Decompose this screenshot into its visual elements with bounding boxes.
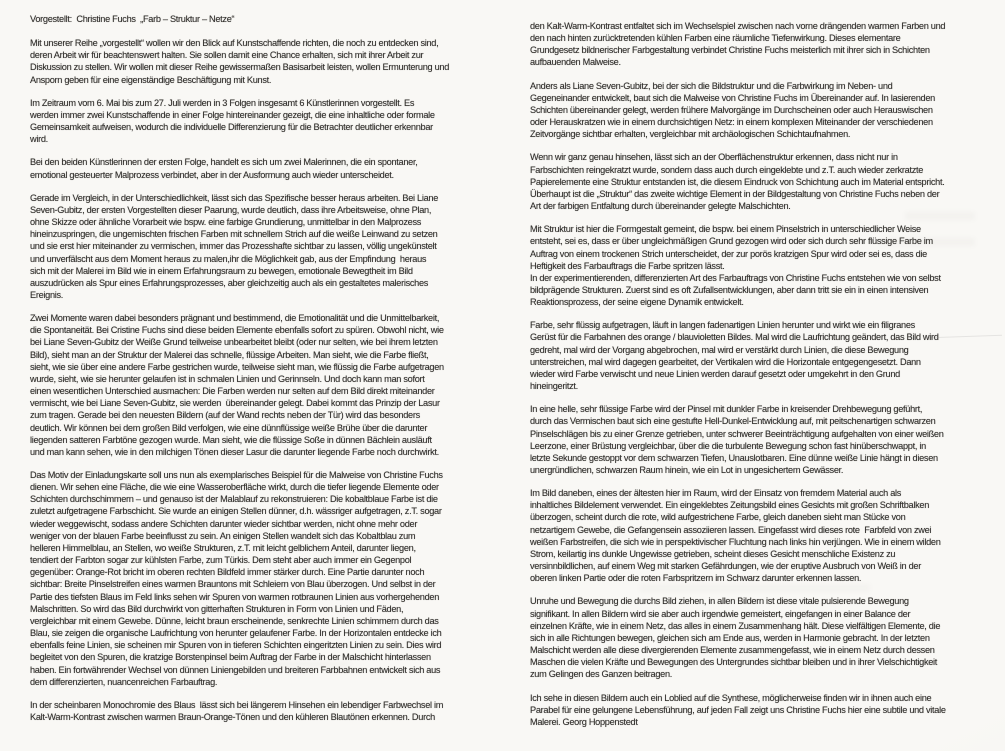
paragraph	[30, 37, 508, 86]
text-line: letzte Sekunde gestoppt vor dem schwarzen Tiefen, Unauslotbaren. Eine dünne weiße Linie hängt in diesen	[530, 452, 938, 463]
text-line: und sie erst hier miteinander zu vermischen, immer das Prozesshafte sichtbar zu lassen, völlig ungekünstelt	[30, 241, 437, 252]
text-line: durch das Vermischen baut sich eine gestufte Hell-Dunkel-Entwicklung auf, mit peitschenartigen schwarzen	[530, 416, 936, 427]
text-line: wieder weggewischt, sodass andere Schichten darunter wieder sichtbar werden, nicht ohne mehr oder	[30, 518, 418, 529]
text-line: Papierelemente eine Struktur entstanden ist, die diesem Eindruck von Schichtung auch im Material entspricht.	[530, 176, 945, 187]
text-line: Heftigkeit des Farbauftrags die Farbe spritzen lässt.	[530, 260, 725, 271]
text-line: Zwei Momente waren dabei besonders prägnant und bestimmend, die Emotionalität und die Unmittelbarkeit,	[30, 313, 440, 324]
text-line: Malschritten. So wird das Bild durchwirkt von gitterhaften Strukturen in Form von Linien und Fäden,	[30, 603, 404, 614]
text-line: Gerade im Vergleich, in der Unterschiedlichkeit, lässt sich das Spezifische besser heraus arbeiten. Bei Liane	[30, 192, 439, 203]
text-line: zum Gelingen des Ganzen beitragen.	[530, 669, 672, 680]
text-line: Überhaupt ist die „Struktur“ das zweite wichtige Element in der Bildgestaltung von Christine Fuchs neben der	[530, 188, 940, 199]
text-line: und man kann sehen, wie in den milchigen Tönen dieser Lasur die darunter liegende Farbe noch durchwirkt.	[30, 446, 439, 457]
text-line: Im Bild daneben, eines der ältesten hier im Raum, wird der Einsatz von fremdem Material auch als	[530, 488, 902, 499]
text-line: einen wesentlichen Unterschied ausmachen: Die Farben werden nur selten auf dem Bild direkt miteinander	[30, 386, 435, 397]
text-line: Ich sehe in diesen Bildern auch ein Loblied auf die Synthese, möglicherweise finden wir in ihnen auch eine	[530, 692, 932, 703]
text-line: die Spontaneität. Bei Cristine Fuchs sind diese beiden Elemente ebenfalls sofort zu spüren. Obwohl nicht, wie	[30, 325, 444, 336]
text-line: hineingeritzt.	[530, 381, 578, 392]
text-line: Seven-Gubitz, der ersten Vorgestellten dieser Paarung, wurde deutlich, dass ihre Arbeitsweise, ohne Plan,	[30, 204, 432, 215]
page-title: Vorgestellt: Christine Fuchs „Farb – Struktur – Netze“	[30, 14, 235, 24]
left-column	[30, 13, 508, 723]
text-line: Ereignis.	[30, 289, 64, 300]
paragraph	[30, 97, 508, 146]
text-line: Zeitvorgänge sichtbar erhalten, vergleichbar mit archäologischen Schichtaufnahmen.	[530, 129, 851, 140]
text-line: Malerei. Georg Hoppenstedt	[530, 716, 638, 727]
text-line: den Kalt-Warm-Kontrast entfaltet sich im Wechselspiel zwischen nach vorne drängenden warmen Farben und	[530, 21, 946, 31]
text-line: Blau, sie zeigen die organische Laufrichtung von herunter gelaufener Farbe. In der Horizontalen entdecke ich	[30, 628, 442, 639]
text-line: Auftrag von einem trockenen Strich unterscheidet, der zur porös kratzigen Spur wird oder sei es, dass die	[530, 248, 927, 259]
text-line: gegenüber: Orange-Rot bricht im oberen rechten Bildfeld immer stärker durch. Eine Partie darunter noch	[30, 567, 425, 578]
text-line: Anders als Liane Seven-Gubitz, bei der sich die Bildstruktur und die Farbwirkung im Neben- und	[530, 80, 893, 91]
text-line: sieht, wie sie über eine andere Farbe gestrichen wurde, teilweise sieht man, wie flüssig die Farbe aufgetragen	[30, 361, 444, 372]
text-line: Leerzone, einer Brüstung vergleichbar, über die die turbulente Bewegung schon fast hinüberschwappt, in	[530, 440, 926, 451]
text-line: weißen Farbstreifen, die sich wie in perspektivischer Fluchtung nach links hin verjüngen. Wie in einem wilden	[530, 536, 941, 547]
text-line: Parabel für eine gelungene Lebensführung, auf jeden Fall zeigt uns Christine Fuchs hier eine subtile und vitale	[530, 704, 946, 715]
paragraph	[530, 80, 1000, 141]
text-line: Das Motiv der Einladungskarte soll uns nun als exemplarisches Beispiel für die Malweise von Christine Fuchs	[30, 470, 443, 480]
text-line: Pinselschlägen bis zu einer Grenze getrieben, unter schwerer Beeinträchtigung aufgehalten von einer weißen	[530, 428, 944, 439]
text-line: auszudrücken als Spur eines Erfahrungsprozesses, aber gleichzeitig auch als ein gestaltetes malerisches	[30, 277, 429, 288]
text-line: helleren Himmelblau, an Stellen, wo weiße Strukturen, z.T. mit leicht gelblichem Anteil, darunter liegen,	[30, 542, 416, 553]
text-line: haben. Ein fortwährender Wechsel von dünnen Liniengebilden und breiteren Farbbahnen entwickelt sich aus	[30, 664, 441, 675]
paragraph	[30, 699, 508, 723]
text-line: und unverfälscht aus dem Moment heraus zu malen,ihr die Möglichkeit gab, aus der Empfindung heraus	[30, 253, 427, 264]
text-line: Kalt-Warm-Kontrast zwischen warmen Braun-Orange-Tönen und den kühleren Blautönen erkennen. Durch	[30, 711, 435, 722]
text-line: zuletzt aufgetragene Farbschicht. Sie wurde an einigen Stellen dünner, d.h. wässriger aufgetragen, z.T. sogar	[30, 506, 442, 517]
text-line: Partie des tiefsten Blaus im Feld links sehen wir Spuren von warmen rotbraunen Linien aus vorhergehenden	[30, 591, 440, 602]
text-line: vermischt, wie bei Liane Seven-Gubitz, sie werden übereinander gelegt. Dabei kommt das Prinzip der Lasur	[30, 398, 440, 409]
text-line: Ansporn geben für eine eigenständige Beschäftigung mit Kunst.	[30, 74, 272, 85]
paragraph	[530, 692, 1000, 728]
text-line: In eine helle, sehr flüssige Farbe wird der Pinsel mit dunkler Farbe in kreisender Drehbewegung geführt,	[530, 404, 923, 415]
text-line: Schichten übereinander gelegt, werden frühere Malvorgänge im Durchscheinen oder auch Herauswischen	[530, 104, 933, 115]
text-line: deren Arbeit wir für beachtenswert halten. Sie sollen damit eine Chance erhalten, sich mit ihrer Arbeit zur	[30, 50, 424, 61]
text-line: Im Zeitraum vom 6. Mai bis zum 27. Juli werden in 3 Folgen insgesamt 6 Künstlerinnen vorgestellt. Es	[30, 97, 415, 108]
text-line: oberen linken Partie oder die roten Farbspritzern im Schwarz darunter erkennen lassen.	[530, 573, 862, 584]
text-line: ebenfalls feine Linien, sie scheinen mir Spuren von in tieferen Schichten eingeritzten Linien zu sein. Dies wird	[30, 640, 442, 651]
paragraph	[530, 151, 1000, 212]
paragraph	[530, 403, 1000, 476]
text-line: vergleichbar mit einem Gewebe. Dünne, leicht braun erscheinende, senkrechte Linien schimmern durch das	[30, 615, 439, 626]
left-column-paragraphs	[30, 37, 508, 723]
text-line: oder Herauskratzen wie in einem durchsichtigen Netz: in einem komplexen Miteinander der verschiedenen	[530, 117, 933, 128]
text-line: In der experimentierenden, differenzierten Art des Farbauftrags von Christine Fuchs entstehen wie von selbst	[530, 272, 941, 283]
text-line: deutlich. Wir können bei dem großen Bild verfolgen, wie eine dünnflüssige weiße Brühe über die darunter	[30, 422, 428, 433]
paragraph	[30, 312, 508, 458]
text-line: Strom, keilartig ins dunkle Ungewisse getrieben, scheint dieses Gesicht menschliche Existenz zu	[530, 548, 896, 559]
text-line: begleitet von den Spuren, die kratzige Borstenpinsel beim Auftrag der Farbe in der Malschicht hinterlassen	[30, 652, 431, 663]
text-line: sich mit der Malerei im Bild wie in einem Erfahrungsraum zu bewegen, emotionale Bewegtheit im Bild	[30, 265, 413, 276]
text-line: In der scheinbaren Monochromie des Blaus lässt sich bei längerem Hinsehen ein lebendiger Farbwechsel im	[30, 699, 444, 710]
paragraph	[530, 595, 1000, 680]
text-line: bei Liane Seven-Gubitz der Weiße Grund teilweise unbearbeitet bleibt (oder nur selten, wie bei ihrem letzten	[30, 337, 438, 348]
text-line: Schichten durchschimmern – und genauso ist der Malablauf zu rekonstruieren: Die kobaltblaue Farbe ist die	[30, 494, 438, 505]
text-line: den nach hinten zurücktretenden kühlen Farben eine räumliche Tiefenwirkung. Dieses elementare	[530, 33, 901, 44]
text-line: Art der farbigen Entfaltung durch übereinander gelegte Malschichten.	[530, 201, 791, 212]
text-line: sich in alle Richtungen bewegen, gleichen sich am Ende aus, werden in Harmonie gebracht. In der letzten	[530, 632, 930, 643]
paragraph	[530, 20, 1000, 69]
text-line: emotional gesteuerter Malprozess verbindet, aber in der Ausformung auch wieder unterscheidet.	[30, 169, 394, 180]
text-line: Diskussion zu stellen. Wir wollen mit dieser Reihe gewissermaßen Basisarbeit leisten, wollen Ermunterung und	[30, 62, 450, 73]
text-line: Wenn wir ganz genau hinsehen, lässt sich an der Oberflächenstruktur erkennen, dass nicht nur in	[530, 152, 898, 163]
text-line: gedreht, mal wird der Vorgang abgebrochen, mal wird er verstärkt durch Linien, die diese Bewegung	[530, 344, 909, 355]
text-line: Reaktionsprozess, der seine eigene Dynamik entwickelt.	[530, 297, 744, 308]
text-line: tendiert der Farbton sogar zur kühlsten Farbe, zum Türkis. Dem steht aber auch immer ein Gegenpol	[30, 555, 412, 566]
text-line: überzogen, scheint durch die rote, wild aufgestrichene Farbe, gleich daneben sieht man Stücke von	[530, 512, 906, 523]
paragraph	[530, 487, 1000, 584]
text-line: Farbe, sehr flüssig aufgetragen, läuft in langen fadenartigen Linien herunter und wirkt wie ein filigranes	[530, 320, 915, 331]
paragraph	[530, 223, 1000, 308]
text-line: hineinzuspringen, die ungemischten frischen Farben mit schnellem Strich auf die weiße Leinwand zu setzen	[30, 229, 438, 240]
text-line: bildprägende Strukturen. Zuerst sind es oft Zufallsentwicklungen, aber dann tritt sie ein in einen intensiven	[530, 284, 929, 295]
text-line: versinnbildlichen, auf einem Weg mit starken Gefährdungen, wie der eruptive Ausbruch von Weiß in der	[530, 561, 921, 572]
text-line: weniger von der blauen Farbe beeinflusst zu sein. An einigen Stellen wandelt sich das Kobaltblau zum	[30, 530, 416, 541]
text-line: Malschicht werden alle diese divergierenden Elemente zusammengefasst, wie in einem Netz durch dessen	[530, 645, 935, 656]
text-line: unergründlichen, schwarzen Raum hinein, wie ein Lot in ungesichertem Gewässer.	[530, 465, 844, 475]
text-line: ohne Skizze oder ähnliche Vorarbeit wie bspw. eine farbige Grundierung, unmittelbar in den Malprozess	[30, 217, 422, 228]
text-line: Bild), sieht man an der Struktur der Malerei das schnelle, flüssige Arbeiten. Man sieht, wie die Farbe fließt,	[30, 349, 429, 360]
text-line: wird.	[30, 134, 48, 145]
right-column	[530, 20, 1000, 728]
text-line: aufbauenden Malweise.	[530, 57, 621, 68]
text-line: signifikant. In allen Bildern wird sie aber auch irgendwie gemeistert, eingefangen in einer Balance der	[530, 608, 911, 619]
text-line: unterstreichen, mal wird dagegen gearbeitet, der Vertikalen wird die Horizontale entgegengesetzt. Dann	[530, 356, 921, 367]
text-line: dem differenzierten, nuancenreichen Farbauftrag.	[30, 676, 218, 687]
text-line: inhaltliches Bildelement verwendet. Ein eingeklebtes Zeitungsbild eines Gesichts mit großen Schriftbalken	[530, 500, 930, 511]
text-line: einzelnen Kräfte, wie in einem Netz, das alles in einem Zusammenhang hält. Diese vielfältigen Elemente, die	[530, 620, 941, 631]
right-column-paragraphs	[530, 20, 1000, 728]
text-line: Bei den beiden Künstlerinnen der ersten Folge, handelt es sich um zwei Malerinnen, die ein spontaner,	[30, 157, 418, 168]
paragraph	[530, 319, 1000, 392]
text-line: wieder wird Farbe verwischt und neue Linien werden darauf gesetzt oder umgekehrt in den Grund	[530, 368, 900, 379]
text-line: netzartigem Gewebe, die Gefangensein assoziieren lassen. Eingefasst wird dieses rote Farbfeld von zwei	[530, 524, 932, 535]
text-line: werden immer zwei Kunstschaffende in einer Folge hintereinander gezeigt, die eine inhaltliche oder formale	[30, 109, 435, 120]
text-line: entsteht, sei es, dass er über ungleichmäßigen Grund gezogen wird oder sich durch sehr flüssige Farbe im	[530, 236, 933, 247]
text-line: Mit Struktur ist hier die Formgestalt gemeint, die bspw. bei einem Pinselstrich in unterschiedlicher Weise	[530, 224, 921, 235]
text-line: Mit unserer Reihe „vorgestellt“ wollen wir den Blick auf Kunstschaffende richten, die noch zu entdecken sind,	[30, 38, 439, 49]
text-line: Farbschichten reingekratzt wurde, sondern dass auch durch eingeklebte und z.T. auch wieder zerkratzte	[530, 164, 924, 175]
text-line: sichtbar: Breite Pinselstreifen eines warmen Brauntons mit Schleiern von Blau überzogen. Und selbst in der	[30, 579, 436, 590]
text-line: Maschen die vielen Kräfte und Bewegungen des Untergrundes sichtbar bleiben und in ihrer Vielschichtigkeit	[530, 657, 938, 668]
text-line: Gerüst für die Farbahnen des orange / blauvioletten Bildes. Mal wird die Laufrichtung geändert, das Bild wird	[530, 332, 939, 343]
paragraph	[30, 192, 508, 301]
paragraph	[30, 469, 508, 688]
text-line: Gegeneinander entwickelt, baut sich die Malweise von Christine Fuchs im Übereinander auf. In lasierenden	[530, 92, 935, 103]
text-line: dienen. Wir sehen eine Fläche, die wie eine Wasseroberfläche wirkt, durch die tiefer liegende Elemente oder	[30, 482, 439, 493]
text-line: liegenden satteren Farbtöne gezogen wurde. Man sieht, wie die flüssige Soße in dünnen Bächlein ausläuft	[30, 434, 432, 445]
text-line: wurde, sieht, wie sie herunter gelaufen ist in schmalen Linien und Gerinnseln. Und doch kann man sofort	[30, 373, 425, 384]
text-line: Gemeinsamkeit aufweisen, wodurch die individuelle Differenzierung für die Betrachter deutlicher erkennbar	[30, 122, 433, 133]
text-line: zum tragen. Gerade bei den neuesten Bildern (auf der Wand rechts neben der Tür) wird das besonders	[30, 410, 420, 421]
text-line: Grundgesetz bildnerischer Farbgestaltung verbindet Christine Fuchs meisterlich mit ihrer sich in Schichten	[530, 45, 930, 56]
text-line: Unruhe und Bewegung die durchs Bild ziehen, in allen Bildern ist diese vitale pulsierende Bewegung	[530, 596, 909, 607]
paragraph	[30, 156, 508, 180]
